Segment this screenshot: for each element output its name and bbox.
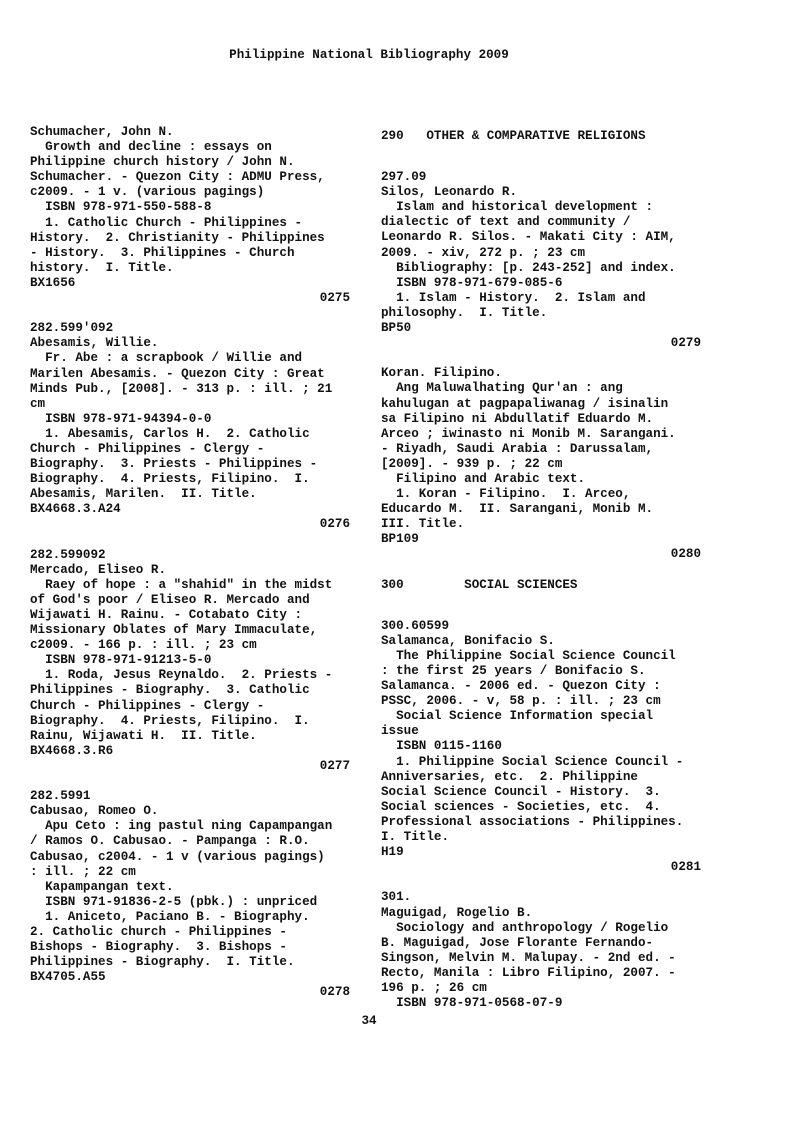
entry-line: 2. Catholic church - Philippines - bbox=[30, 924, 287, 939]
section-heading-290: 290 OTHER & COMPARATIVE RELIGIONS bbox=[381, 129, 646, 143]
entry-line: Raey of hope : a "shahid" in the midst bbox=[30, 577, 333, 592]
entry-line: c2009. - 166 p. : ill. ; 23 cm bbox=[30, 638, 257, 653]
entry-number: 0277 bbox=[319, 758, 350, 773]
entry-line: Leonardo R. Silos. - Makati City : AIM, bbox=[381, 230, 676, 245]
bibliography-entry bbox=[30, 125, 360, 306]
section-heading-300: 300 SOCIAL SCIENCES bbox=[381, 577, 578, 592]
entry-line: Cabusao, c2004. - 1 v (various pagings) bbox=[30, 849, 325, 864]
entry-line: Koran. Filipino. bbox=[381, 366, 502, 381]
entry-line: 196 p. ; 26 cm bbox=[381, 980, 487, 995]
entry-line: 1. Abesamis, Carlos H. 2. Catholic bbox=[30, 426, 310, 441]
left-column bbox=[30, 125, 360, 1016]
entry-line: 297.09 bbox=[381, 170, 427, 185]
entry-line: PSSC, 2006. - v, 58 p. : ill. ; 23 cm bbox=[381, 694, 661, 709]
entry-line: issue bbox=[381, 724, 419, 739]
entry-line: ISBN 978-971-91213-5-0 bbox=[30, 653, 212, 668]
entry-line: - Riyadh, Saudi Arabia : Darussalam, bbox=[381, 441, 654, 456]
entry-line: Biography. 4. Priests, Filipino. I. bbox=[30, 472, 310, 487]
entry-line: Salamanca, Bonifacio S. bbox=[381, 633, 555, 648]
entry-line: 301. bbox=[381, 890, 412, 905]
entry-line: H19 bbox=[381, 845, 404, 860]
entry-line: Biography. 3. Priests - Philippines - bbox=[30, 457, 318, 472]
entry-line: - History. 3. Philippines - Church bbox=[30, 245, 295, 260]
bibliography-entry bbox=[30, 321, 360, 532]
entry-line: 2009. - xiv, 272 p. ; 23 cm bbox=[381, 245, 586, 260]
entry-line: Silos, Leonardo R. bbox=[381, 185, 518, 200]
entry-line: Fr. Abe : a scrapbook / Willie and bbox=[30, 351, 303, 366]
entry-line: Church - Philippines - Clergy - bbox=[30, 441, 265, 456]
religion-entries bbox=[381, 129, 711, 563]
entry-line: ISBN 978-971-94394-0-0 bbox=[30, 411, 212, 426]
entry-line: BX4705.A55 bbox=[30, 970, 106, 985]
entry-line: ISBN 978-971-0568-07-9 bbox=[381, 996, 563, 1011]
entry-line: ISBN 978-971-550-588-8 bbox=[30, 200, 212, 215]
entry-line: Social sciences - Societies, etc. 4. bbox=[381, 799, 661, 814]
entry-line: BX1656 bbox=[30, 275, 76, 290]
entry-line: 1. Catholic Church - Philippines - bbox=[30, 215, 303, 230]
entry-line: BX4668.3.R6 bbox=[30, 743, 114, 758]
entry-line: BX4668.3.A24 bbox=[30, 502, 121, 517]
entry-line: 1. Islam - History. 2. Islam and bbox=[381, 290, 646, 305]
entry-line: Abesamis, Marilen. II. Title. bbox=[30, 487, 257, 502]
entry-line: Mercado, Eliseo R. bbox=[30, 562, 167, 577]
entry-line: Arceo ; iwinasto ni Monib M. Sarangani. bbox=[381, 426, 676, 441]
entry-line: Sociology and anthropology / Rogelio bbox=[381, 920, 669, 935]
entry-line: 300.60599 bbox=[381, 618, 450, 633]
entry-line: Missionary Oblates of Mary Immaculate, bbox=[30, 623, 318, 638]
entry-line: Anniversaries, etc. 2. Philippine bbox=[381, 769, 638, 784]
entry-line: of God's poor / Eliseo R. Mercado and bbox=[30, 592, 310, 607]
bibliography-entry bbox=[30, 789, 360, 1000]
entry-line: History. 2. Christianity - Philippines bbox=[30, 230, 325, 245]
entry-line: Philippines - Biography. I. Title. bbox=[30, 955, 295, 970]
entry-number: 0280 bbox=[670, 547, 701, 562]
entry-line: kahulugan at pagpapaliwanag / isinalin bbox=[381, 396, 669, 411]
entry-line: cm bbox=[30, 396, 46, 411]
entry-line: Bishops - Biography. 3. Bishops - bbox=[30, 940, 287, 955]
entry-number: 0281 bbox=[670, 860, 701, 875]
entry-line: Schumacher. - Quezon City : ADMU Press, bbox=[30, 170, 325, 185]
entry-line: Educardo M. II. Sarangani, Monib M. bbox=[381, 502, 654, 517]
entry-line: 1. Aniceto, Paciano B. - Biography. bbox=[30, 909, 310, 924]
entry-line: Cabusao, Romeo O. bbox=[30, 804, 159, 819]
entry-line: ISBN 0115-1160 bbox=[381, 739, 502, 754]
entry-line: Marilen Abesamis. - Quezon City : Great bbox=[30, 366, 325, 381]
entry-line: Abesamis, Willie. bbox=[30, 336, 159, 351]
entry-number: 0276 bbox=[319, 517, 350, 532]
entry-line: III. Title. bbox=[381, 517, 465, 532]
entry-number: 0279 bbox=[670, 336, 701, 351]
right-column bbox=[381, 125, 711, 1026]
entry-line: : the first 25 years / Bonifacio S. bbox=[381, 664, 646, 678]
entry-line: Biography. 4. Priests, Filipino. I. bbox=[30, 713, 310, 728]
entry-line: Church - Philippines - Clergy - bbox=[30, 698, 265, 713]
entry-line: Professional associations - Philippines. bbox=[381, 814, 684, 829]
entry-line: 282.599092 bbox=[30, 547, 106, 562]
bibliography-entry bbox=[381, 619, 711, 876]
entry-line: / Ramos O. Cabusao. - Pampanga : R.O. bbox=[30, 834, 310, 849]
entry-line: Recto, Manila : Libro Filipino, 2007. - bbox=[381, 965, 676, 980]
entry-line: Filipino and Arabic text. bbox=[381, 471, 586, 486]
entry-line: BP109 bbox=[381, 532, 419, 547]
entry-line: history. I. Title. bbox=[30, 260, 174, 275]
entry-line: 1. Koran - Filipino. I. Arceo, bbox=[381, 487, 631, 502]
entry-line: Bibliography: [p. 243-252] and index. bbox=[381, 260, 676, 275]
entry-line: Singson, Melvin M. Malupay. - 2nd ed. - bbox=[381, 950, 676, 965]
entry-line: Minds Pub., [2008]. - 313 p. : ill. ; 21 bbox=[30, 381, 333, 396]
entry-line: Wijawati H. Rainu. - Cotabato City : bbox=[30, 608, 303, 622]
page-number: 34 bbox=[361, 1014, 377, 1028]
entry-line: Salamanca. - 2006 ed. - Quezon City : bbox=[381, 679, 661, 694]
entry-line: dialectic of text and community / bbox=[381, 215, 631, 230]
entry-line: ISBN 971-91836-2-5 (pbk.) : unpriced bbox=[30, 894, 318, 909]
entry-line: Maguigad, Rogelio B. bbox=[381, 905, 533, 920]
page-header-title: Philippine National Bibliography 2009 bbox=[229, 48, 509, 62]
entry-line: 1. Philippine Social Science Council - bbox=[381, 754, 684, 769]
entry-line: Kapampangan text. bbox=[30, 879, 174, 894]
entry-line: Schumacher, John N. bbox=[30, 125, 174, 139]
bibliography-entry bbox=[381, 170, 711, 351]
entry-line: philosophy. I. Title. bbox=[381, 305, 548, 320]
entry-line: Social Science Information special bbox=[381, 709, 654, 724]
entry-line: Ang Maluwalhating Qur'an : ang bbox=[381, 381, 623, 396]
entry-line: Islam and historical development : bbox=[381, 200, 654, 215]
entry-line: Growth and decline : essays on bbox=[30, 140, 272, 155]
entry-line: B. Maguigad, Jose Florante Fernando- bbox=[381, 935, 654, 950]
social-science-entries bbox=[381, 578, 711, 1012]
entry-line: 1. Roda, Jesus Reynaldo. 2. Priests - bbox=[30, 668, 333, 683]
entry-line: 282.599'092 bbox=[30, 321, 114, 336]
entry-line: c2009. - 1 v. (various pagings) bbox=[30, 185, 265, 200]
bibliography-entry bbox=[30, 548, 360, 774]
entry-line: The Philippine Social Science Council bbox=[381, 648, 676, 663]
entry-line: BP50 bbox=[381, 321, 412, 336]
entry-line: [2009]. - 939 p. ; 22 cm bbox=[381, 456, 563, 471]
entry-line: Social Science Council - History. 3. bbox=[381, 784, 661, 799]
entry-line: Philippines - Biography. 3. Catholic bbox=[30, 683, 310, 698]
entry-number: 0278 bbox=[319, 985, 350, 1000]
bibliography-entry bbox=[381, 890, 711, 1011]
entry-line: Apu Ceto : ing pastul ning Capampangan bbox=[30, 819, 333, 834]
bibliography-entry bbox=[381, 366, 711, 562]
entry-number: 0275 bbox=[319, 291, 350, 306]
entry-line: 282.5991 bbox=[30, 789, 91, 804]
entry-line: I. Title. bbox=[381, 830, 450, 845]
entry-line: Rainu, Wijawati H. II. Title. bbox=[30, 728, 257, 743]
entry-line: Philippine church history / John N. bbox=[30, 155, 295, 170]
entry-line: : ill. ; 22 cm bbox=[30, 864, 136, 879]
entry-line: ISBN 978-971-679-085-6 bbox=[381, 275, 563, 290]
entry-line: sa Filipino ni Abdullatif Eduardo M. bbox=[381, 411, 654, 426]
